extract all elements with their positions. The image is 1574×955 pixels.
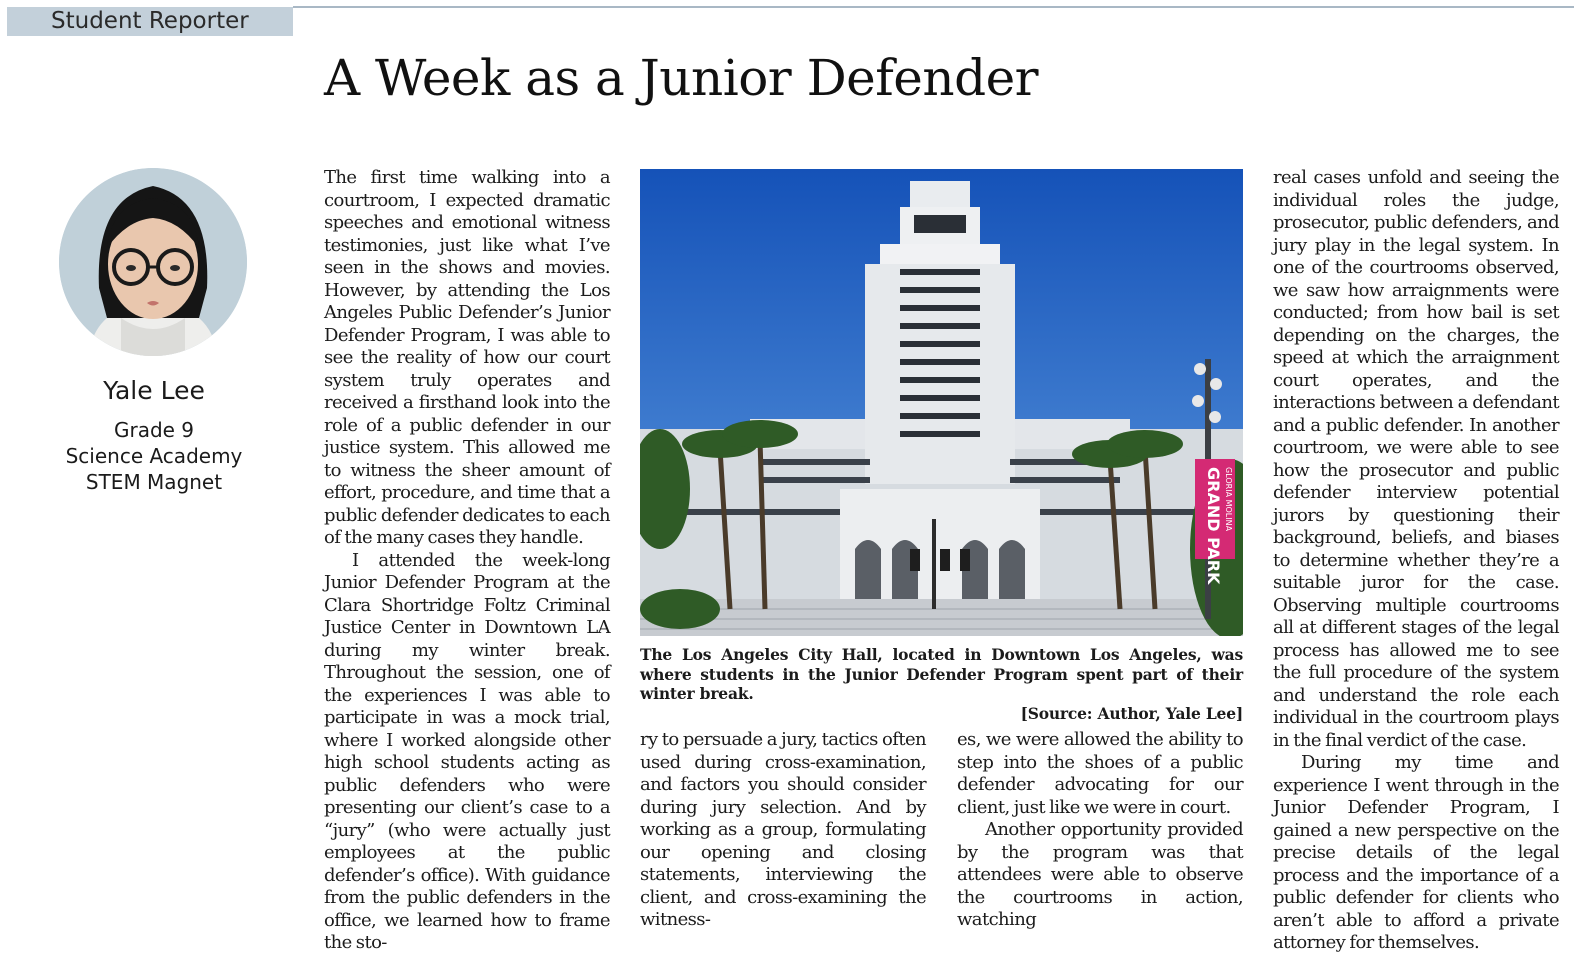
paragraph: During my time and experience I went through in the Junior Defender Program, I gained a new perspective on the precise details of the legal process and the importance of a public defender for clients who aren’t able to afford a private attorney for themselves.	[1273, 752, 1559, 953]
paragraph: I attended the week-long Junior Defender Program at the Clara Shortridge Foltz Criminal Justice Center in Downtown LA during my winter break. Throughout the session, one of the experiences I was able to participate in was a mock trial, where I worked alongside other high school students acting as public defenders who were presenting our client’s case to a “jury” (who were actually just employees at the public defender’s office). With guidance from the public defenders in the office, we learned how to frame the sto-	[324, 549, 610, 953]
author-program: STEM Magnet	[85, 470, 223, 494]
city-hall-photo	[640, 169, 1243, 636]
paragraph: es, we were allowed the ability to step into the shoes of a public defender advocating for our client, just like we were in court.	[957, 729, 1243, 818]
article-column-2	[640, 729, 926, 932]
photo-caption	[640, 645, 1243, 723]
article-column-4	[1273, 167, 1559, 955]
author-name: Yale Lee	[103, 376, 205, 405]
author-grade: Grade 9	[113, 418, 195, 442]
paragraph: The first time walking into a courtroom, I expected dramatic speeches and emotional witness testimonies, just like what I’ve seen in the shows and movies. However, by attending the Los Angeles Public Defender’s Junior Defender Program, I was able to see the reality of how our court system truly operates and received a firsthand look into the role of a public defender in our justice system. This allowed me to witness the sheer amount of effort, procedure, and time that a public defender dedicates to each of the many cases they handle.	[324, 167, 610, 548]
paragraph: real cases unfold and seeing the individual roles the judge, prosecutor, public defenders, and jury play in the legal system. In one of the courtrooms observed, we saw how arraignments were conducted; from how bail is set depending on the charges, the speed at which the arraignment court operates, and the interactions between a defendant and a public defender. In another courtroom, we were able to see how the prosecutor and public defender interview potential jurors by questioning their background, beliefs, and biases to determine whether they’re a suitable juror for the case. Observing multiple courtrooms all at different stages of the legal process has allowed me to see the full procedure of the system and understand the role each individual in the courtroom plays in the final verdict of the case.	[1273, 167, 1559, 751]
caption-text: The Los Angeles City Hall, located in Downtown Los Angeles, was where students in the Junior Defender Program spent part of their winter break.	[640, 645, 1243, 703]
top-rule	[293, 6, 1574, 8]
photo-credit: [Source: Author, Yale Lee]	[1020, 703, 1243, 723]
sign-small-text: GLORIA MOLINA	[1224, 467, 1233, 532]
paragraph: ry to persuade a jury, tactics often used during cross-examination, and factors you should consider during jury selection. And by working as a group, formulating our opening and closing statements, interviewing the client, and cross-examining the witness-	[640, 729, 926, 930]
paragraph: Another opportunity provided by the program was that attendees were able to observe the courtrooms in action, watching	[957, 819, 1243, 930]
article-column-1	[324, 167, 610, 955]
avatar	[59, 168, 247, 356]
section-label: Student Reporter	[7, 7, 293, 36]
sign-text: GRAND PARK	[1204, 467, 1223, 585]
author-school: Science Academy	[65, 444, 243, 468]
article-headline: A Week as a Junior Defender	[324, 49, 1039, 107]
article-column-3	[957, 729, 1243, 932]
